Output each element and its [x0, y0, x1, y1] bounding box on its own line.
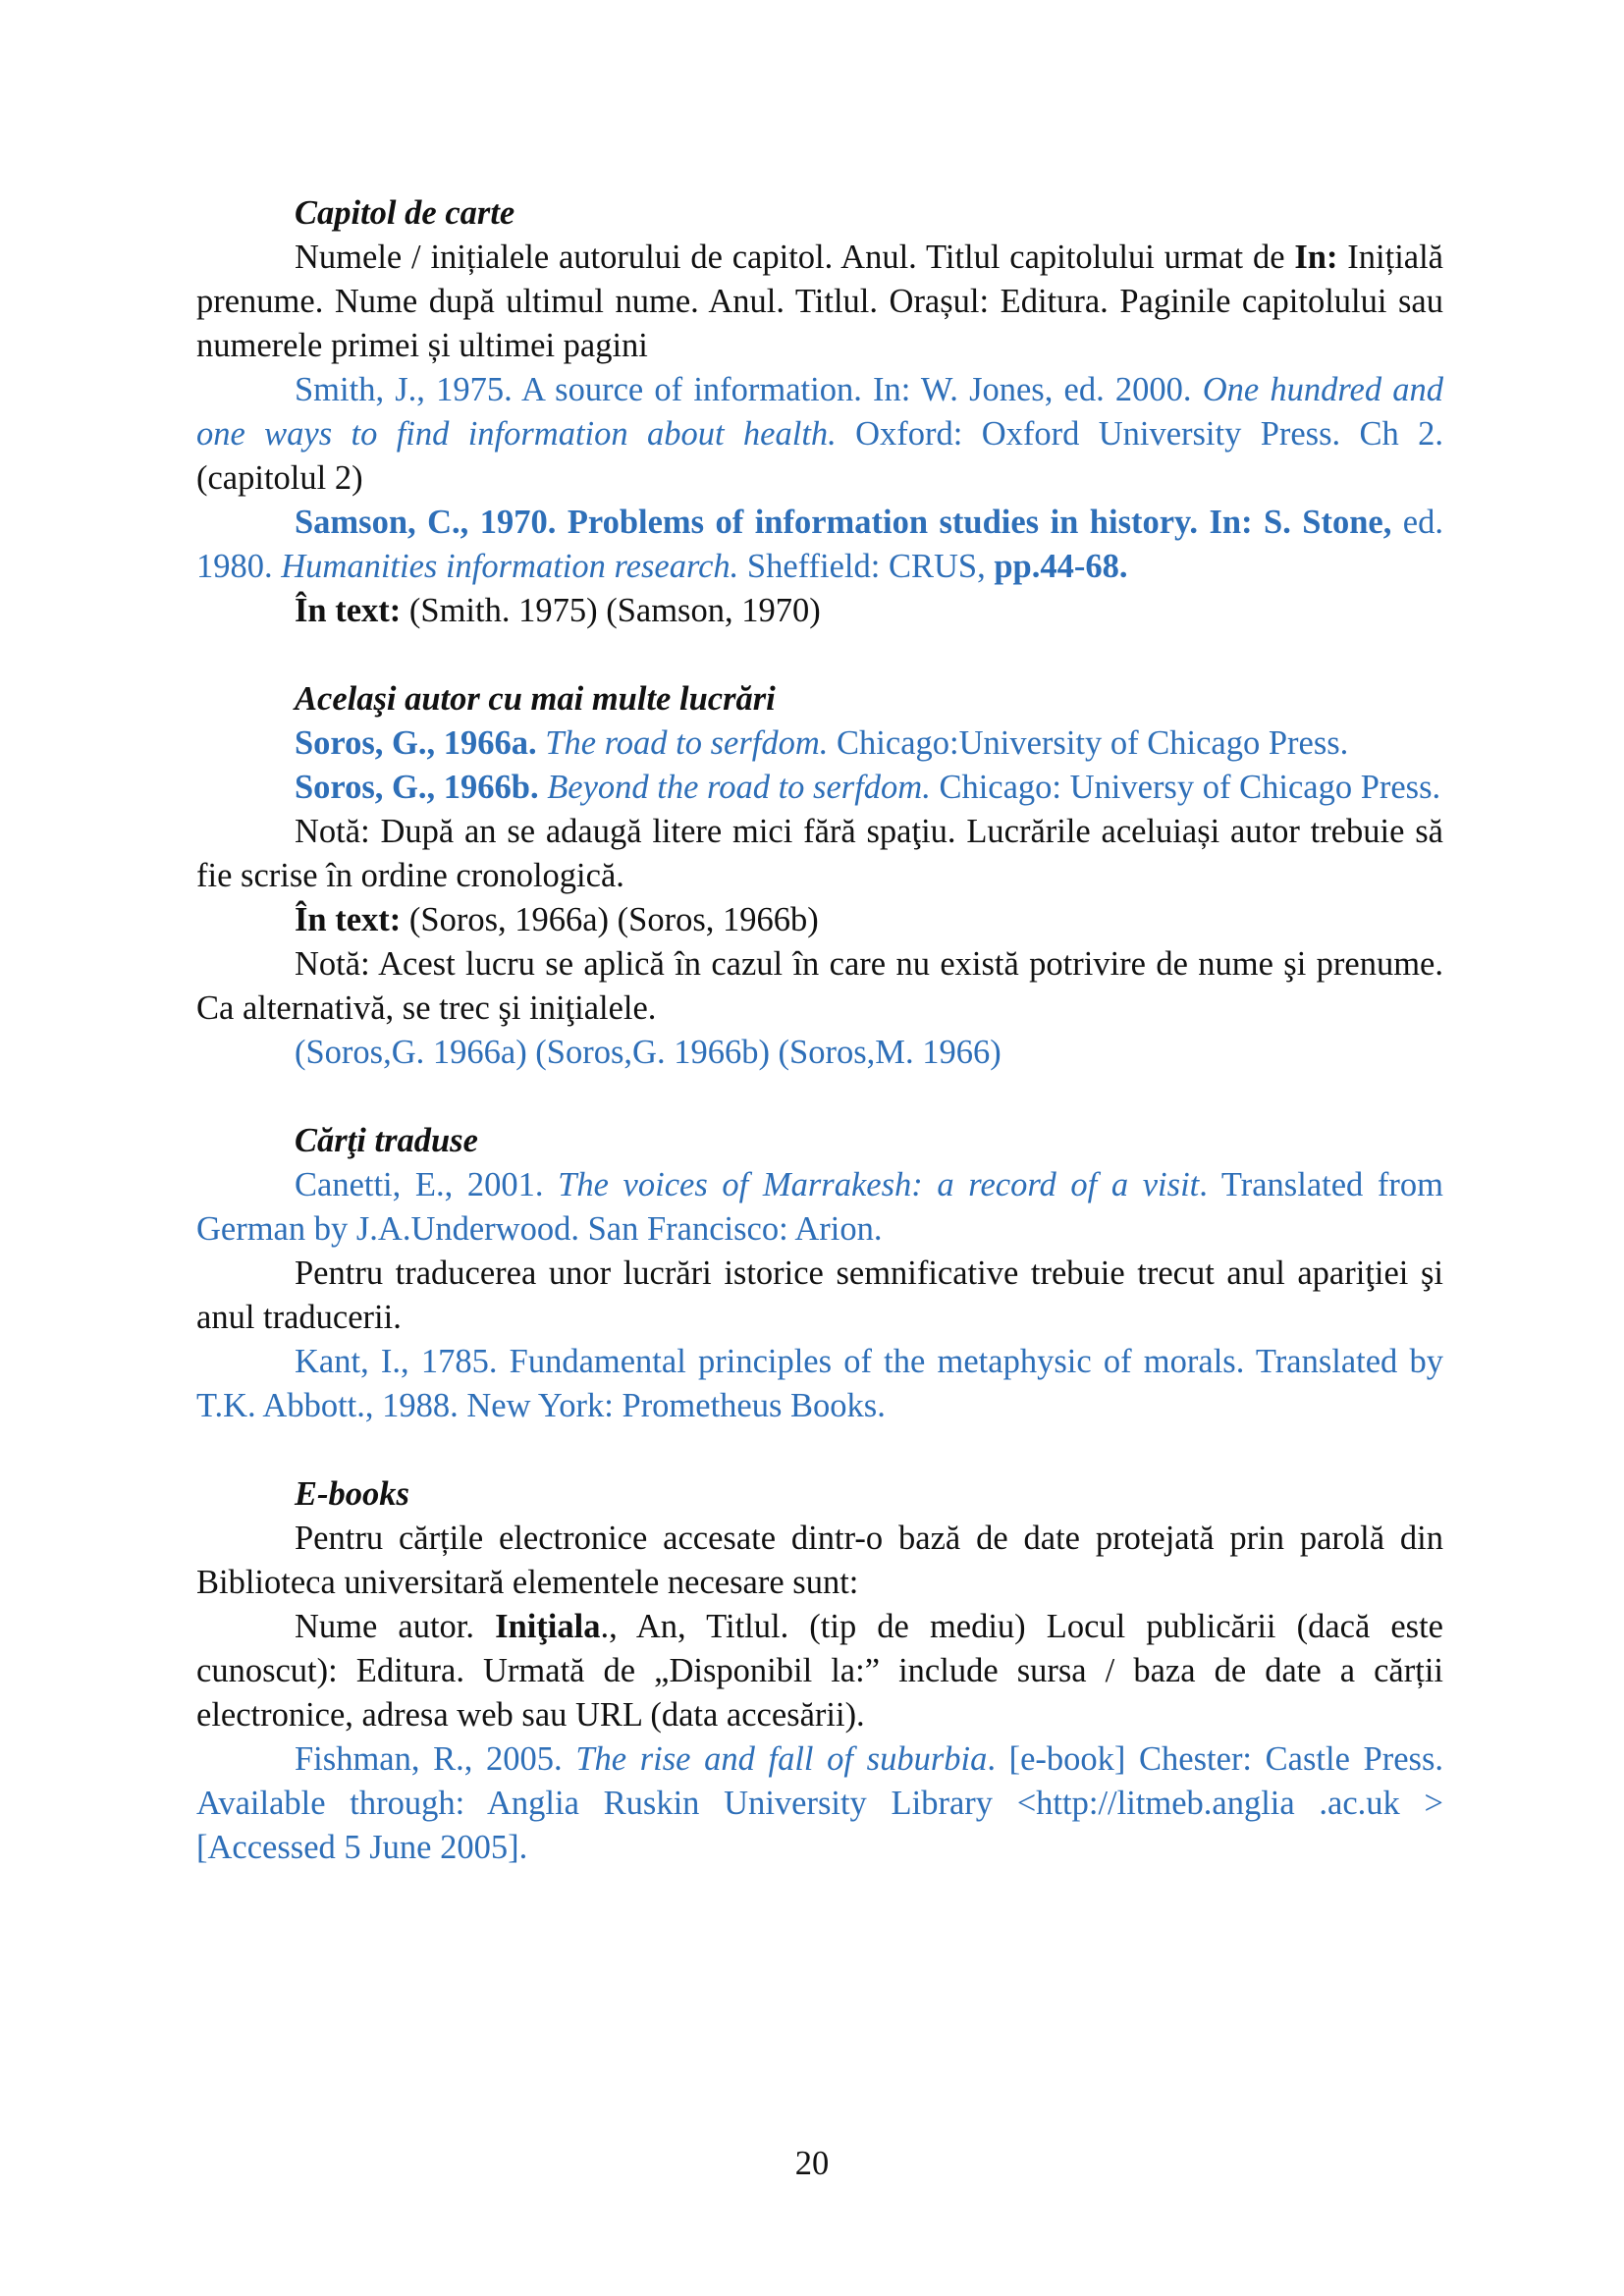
ebooks-example-fishman [196, 1737, 1443, 1870]
chapter-desc-b: Inițială prenume. Nume după ultimul nume. Anul. Titlul. Orașul: Editura. Paginile capitolului sau numerele primei și ultimei pagini [196, 239, 1443, 364]
same-author-example-1 [196, 721, 1443, 766]
spacer [196, 1075, 1443, 1119]
soros-a-bold: Soros, G., 1966a. [295, 724, 537, 762]
soros-a-rest: Chicago:University of Chicago Press. [828, 724, 1349, 762]
same-author-citations: (Soros,G. 1966a) (Soros,G. 1966b) (Soros,M. 1966) [295, 1034, 1001, 1071]
ebooks-format-bold: Iniţiala [495, 1608, 601, 1645]
spacer [196, 633, 1443, 677]
ebooks-format-a: Nume autor. [295, 1608, 496, 1645]
soros-a-title: The road to serfdom. [536, 724, 829, 762]
soros-b-rest: Chicago: Universy of Chicago Press. [930, 769, 1441, 806]
canetti-title: The voices of Marrakesh: a record of a visit [558, 1166, 1200, 1203]
ebooks-format [196, 1605, 1443, 1737]
fishman-a: Fishman, R., 2005. [295, 1740, 576, 1778]
samson-b: Sheffield: CRUS, [738, 548, 995, 585]
chapter-example-samson [196, 501, 1443, 589]
document-body [196, 191, 1443, 1870]
samson-bold: Samson, C., 1970. Problems of information studies in history. In: S. Stone, [295, 504, 1392, 541]
chapter-example-smith [196, 368, 1443, 501]
smith-note: (capitolul 2) [196, 459, 363, 497]
same-author-note-2: Notă: Acest lucru se aplică în cazul în care nu există potrivire de nume şi prenume. Ca alternativă, se trec şi iniţialele. [196, 945, 1443, 1027]
chapter-intext-value: (Smith. 1975) (Samson, 1970) [401, 592, 821, 629]
chapter-desc-a: Numele / inițialele autorului de capitol. Anul. Titlul capitolului urmat de [295, 239, 1295, 276]
heading-same-author: Acelaşi autor cu mai multe lucrări [295, 680, 776, 718]
ebooks-intro: Pentru cărțile electronice accesate dintr-o bază de date protejată prin parolă din Biblioteca universitară elementele necesare sunt: [196, 1520, 1443, 1601]
samson-pages: pp.44-68. [994, 548, 1128, 585]
samson-a: ed. 1980. [196, 504, 1443, 585]
same-author-example-2 [196, 766, 1443, 810]
heading-translated: Cărţi traduse [295, 1122, 478, 1159]
same-author-intext-value: (Soros, 1966a) (Soros, 1966b) [401, 901, 819, 938]
soros-b-bold: Soros, G., 1966b. [295, 769, 539, 806]
smith-a: Smith, J., 1975. A source of information. In: W. Jones, ed. 2000. [295, 371, 1203, 408]
translated-example-canetti [196, 1163, 1443, 1252]
chapter-intext [196, 589, 1443, 633]
same-author-intext-label: În text: [295, 901, 402, 938]
translated-example-kant: Kant, I., 1785. Fundamental principles of the metaphysic of morals. Translated by T.K. Abbott., 1988. New York: Prometheus Books. [196, 1343, 1443, 1424]
canetti-a: Canetti, E., 2001. [295, 1166, 559, 1203]
smith-title: One hundred and one ways to find information about health. [196, 371, 1443, 453]
heading-ebooks: E-books [295, 1475, 409, 1513]
canetti-b: . Translated from German by J.A.Underwood. San Francisco: Arion. [196, 1166, 1443, 1248]
spacer [196, 1428, 1443, 1472]
ebooks-format-b: ., An, Titlul. (tip de mediu) Locul publicării (dacă este cunoscut): Editura. Urmată de „Disponibil la:” include sursa / baza de date a cărții electronice, adresa web sau URL (data accesării). [196, 1608, 1443, 1734]
chapter-desc-in: In: [1294, 239, 1338, 276]
page-number: 20 [794, 2145, 830, 2182]
smith-b: Oxford: Oxford University Press. Ch 2. [836, 415, 1443, 453]
chapter-intext-label: În text: [295, 592, 402, 629]
chapter-description [196, 236, 1443, 368]
heading-chapter: Capitol de carte [295, 194, 515, 232]
translated-note: Pentru traducerea unor lucrări istorice semnificative trebuie trecut anul apariţiei şi anul traducerii. [196, 1255, 1443, 1336]
same-author-intext [196, 898, 1443, 942]
fishman-title: The rise and fall of suburbia [575, 1740, 988, 1778]
samson-title: Humanities information research. [281, 548, 739, 585]
fishman-b: . [e-book] Chester: Castle Press. Available through: Anglia Ruskin University Library <http://litmeb.anglia .ac.uk > [Accessed 5 June 2005]. [196, 1740, 1444, 1866]
same-author-note-1: Notă: După an se adaugă litere mici fără spaţiu. Lucrările aceluiași autor trebuie să fie scrise în ordine cronologică. [196, 813, 1443, 894]
soros-b-title: Beyond the road to serfdom. [538, 769, 931, 806]
